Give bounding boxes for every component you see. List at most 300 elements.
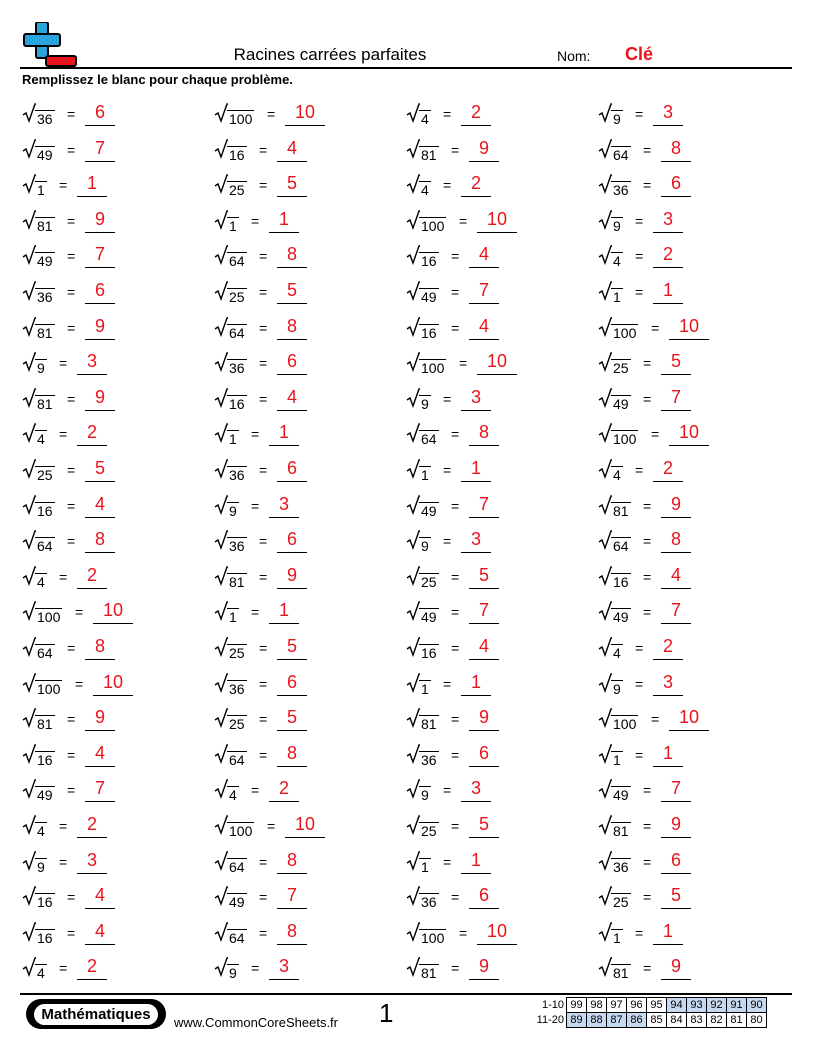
answer-blank [277, 944, 307, 945]
equals-sign: = [67, 142, 76, 158]
equals-sign: = [67, 711, 76, 727]
score-cell: 83 [687, 1013, 707, 1028]
equals-sign: = [635, 925, 644, 941]
score-cell: 93 [687, 998, 707, 1013]
answer-blank [469, 517, 499, 518]
answer-blank [277, 873, 307, 874]
answer-value: 1 [278, 600, 289, 620]
instructions: Remplissez le blanc pour chaque problème. [22, 72, 293, 87]
answer-blank [277, 730, 307, 731]
radical-sign-icon [22, 886, 36, 906]
answer-value: 8 [286, 850, 297, 870]
radicand: 9 [229, 965, 237, 981]
equals-sign: = [451, 711, 460, 727]
answer-blank [93, 623, 133, 624]
answer-blank [277, 908, 307, 909]
radical-sign-icon [598, 245, 612, 265]
radicand: 100 [37, 609, 61, 625]
answer-value: 2 [662, 244, 673, 264]
answer-value: 8 [94, 636, 105, 656]
answer-blank [653, 695, 683, 696]
radicand: 16 [37, 930, 53, 946]
radical-sign-icon [598, 495, 612, 515]
answer-blank [85, 125, 115, 126]
radical-sign-icon [406, 708, 420, 728]
equals-sign: = [59, 569, 68, 585]
answer-blank [653, 125, 683, 126]
radicand: 64 [613, 147, 629, 163]
equals-sign: = [451, 889, 460, 905]
answer-value: 3 [662, 672, 673, 692]
equals-sign: = [643, 142, 652, 158]
radical-sign-icon [214, 423, 228, 443]
score-cell: 95 [647, 998, 667, 1013]
radicand: 25 [421, 823, 437, 839]
radical-sign-icon [214, 530, 228, 550]
answer-blank [469, 659, 499, 660]
answer-value: 2 [662, 636, 673, 656]
radicand: 1 [421, 467, 429, 483]
score-cell: 94 [667, 998, 687, 1013]
answer-value: 3 [662, 102, 673, 122]
answer-value: 7 [478, 494, 489, 514]
answer-value: 3 [470, 387, 481, 407]
answer-value: 7 [670, 600, 681, 620]
answer-value: 8 [94, 529, 105, 549]
radical-sign-icon [406, 922, 420, 942]
equals-sign: = [259, 640, 268, 656]
equals-sign: = [259, 676, 268, 692]
radical-sign-icon [22, 566, 36, 586]
answer-blank [269, 445, 299, 446]
equals-sign: = [251, 960, 260, 976]
score-cell: 80 [747, 1013, 767, 1028]
answer-value: 9 [94, 387, 105, 407]
answer-value: 9 [670, 956, 681, 976]
equals-sign: = [67, 498, 76, 514]
equals-sign: = [67, 248, 76, 264]
radical-sign-icon [598, 673, 612, 693]
radical-sign-icon [406, 388, 420, 408]
answer-blank [285, 837, 325, 838]
answer-blank [269, 801, 299, 802]
answer-value: 6 [478, 743, 489, 763]
answer-blank [277, 196, 307, 197]
radical-sign-icon [406, 779, 420, 799]
radicand: 1 [421, 859, 429, 875]
answer-value: 4 [94, 743, 105, 763]
answer-blank [277, 410, 307, 411]
answer-value: 1 [662, 743, 673, 763]
radical-sign-icon [214, 673, 228, 693]
radicand: 36 [613, 859, 629, 875]
radicand: 4 [613, 467, 621, 483]
equals-sign: = [451, 320, 460, 336]
equals-sign: = [643, 569, 652, 585]
radical-sign-icon [22, 281, 36, 301]
answer-value: 9 [670, 494, 681, 514]
answer-value: 8 [286, 244, 297, 264]
answer-value: 1 [278, 209, 289, 229]
radical-sign-icon [214, 210, 228, 230]
answer-blank [469, 837, 499, 838]
equals-sign: = [459, 213, 468, 229]
answer-blank [469, 623, 499, 624]
radicand: 49 [613, 609, 629, 625]
radicand: 64 [37, 538, 53, 554]
equals-sign: = [651, 426, 660, 442]
equals-sign: = [451, 818, 460, 834]
radicand: 36 [229, 538, 245, 554]
answer-blank [277, 588, 307, 589]
radicand: 25 [37, 467, 53, 483]
equals-sign: = [267, 818, 276, 834]
answer-value: 4 [478, 636, 489, 656]
radicand: 9 [613, 218, 621, 234]
answer-blank [669, 339, 709, 340]
brand-label: Mathématiques [34, 1004, 157, 1025]
radicand: 100 [229, 823, 253, 839]
answer-blank [661, 552, 691, 553]
answer-value: 7 [94, 778, 105, 798]
equals-sign: = [259, 533, 268, 549]
radicand: 36 [229, 360, 245, 376]
answer-blank [461, 125, 491, 126]
answer-value: 5 [286, 707, 297, 727]
radical-sign-icon [598, 957, 612, 977]
answer-value: 6 [286, 458, 297, 478]
equals-sign: = [59, 426, 68, 442]
radicand: 100 [613, 431, 637, 447]
answer-blank [469, 445, 499, 446]
radicand: 1 [37, 182, 45, 198]
answer-blank [277, 766, 307, 767]
radical-sign-icon [406, 174, 420, 194]
answer-blank [85, 232, 115, 233]
answer-value: 5 [478, 565, 489, 585]
answer-blank [85, 552, 115, 553]
answer-blank [285, 125, 325, 126]
answer-value: 10 [486, 209, 508, 229]
answer-value: 4 [670, 565, 681, 585]
answer-blank [85, 766, 115, 767]
equals-sign: = [635, 462, 644, 478]
answer-value: 3 [86, 351, 97, 371]
answer-blank [653, 303, 683, 304]
radicand: 4 [421, 111, 429, 127]
equals-sign: = [259, 854, 268, 870]
answer-blank [653, 267, 683, 268]
answer-value: 9 [478, 956, 489, 976]
answer-value: 8 [286, 921, 297, 941]
equals-sign: = [67, 320, 76, 336]
answer-value: 1 [470, 458, 481, 478]
radical-sign-icon [214, 922, 228, 942]
radical-sign-icon [214, 779, 228, 799]
radicand: 49 [421, 609, 437, 625]
equals-sign: = [643, 533, 652, 549]
answer-value: 6 [478, 885, 489, 905]
radicand: 81 [613, 503, 629, 519]
answer-blank [477, 232, 517, 233]
radical-sign-icon [598, 317, 612, 337]
answer-blank [85, 659, 115, 660]
radicand: 100 [421, 930, 445, 946]
answer-value: 4 [286, 387, 297, 407]
score-row-label: 11-20 [536, 1014, 564, 1026]
answer-blank [669, 730, 709, 731]
equals-sign: = [459, 925, 468, 941]
answer-blank [85, 161, 115, 162]
equals-sign: = [67, 925, 76, 941]
radicand: 25 [421, 574, 437, 590]
radicand: 64 [229, 859, 245, 875]
radical-sign-icon [598, 886, 612, 906]
radical-sign-icon [598, 174, 612, 194]
answer-blank [469, 908, 499, 909]
equals-sign: = [443, 854, 452, 870]
radical-sign-icon [406, 495, 420, 515]
radical-sign-icon [598, 388, 612, 408]
answer-blank [277, 161, 307, 162]
radical-sign-icon [22, 601, 36, 621]
radical-sign-icon [598, 352, 612, 372]
answer-value: 7 [286, 885, 297, 905]
radical-sign-icon [22, 779, 36, 799]
answer-value: 9 [478, 138, 489, 158]
equals-sign: = [259, 391, 268, 407]
radical-sign-icon [598, 779, 612, 799]
equals-sign: = [643, 818, 652, 834]
answer-blank [269, 517, 299, 518]
radicand: 25 [229, 182, 245, 198]
radicand: 36 [421, 752, 437, 768]
equals-sign: = [651, 711, 660, 727]
radical-sign-icon [22, 922, 36, 942]
radical-sign-icon [214, 851, 228, 871]
radicand: 4 [37, 431, 45, 447]
radicand: 36 [613, 182, 629, 198]
equals-sign: = [251, 426, 260, 442]
radicand: 49 [37, 253, 53, 269]
equals-sign: = [259, 284, 268, 300]
equals-sign: = [59, 177, 68, 193]
equals-sign: = [443, 462, 452, 478]
radical-sign-icon [406, 317, 420, 337]
answer-value: 2 [86, 422, 97, 442]
radical-sign-icon [22, 530, 36, 550]
radical-sign-icon [214, 388, 228, 408]
radicand: 9 [229, 503, 237, 519]
radical-sign-icon [406, 139, 420, 159]
answer-blank [461, 481, 491, 482]
radicand: 49 [421, 503, 437, 519]
radicand: 36 [229, 467, 245, 483]
answer-blank [461, 695, 491, 696]
equals-sign: = [451, 640, 460, 656]
answer-blank [469, 339, 499, 340]
answer-value: 9 [478, 707, 489, 727]
score-row-label: 1-10 [541, 999, 564, 1011]
radical-sign-icon [406, 886, 420, 906]
radicand: 81 [421, 147, 437, 163]
answer-blank [653, 659, 683, 660]
answer-value: 7 [478, 280, 489, 300]
equals-sign: = [643, 960, 652, 976]
equals-sign: = [67, 533, 76, 549]
radicand: 64 [229, 325, 245, 341]
answer-blank [661, 196, 691, 197]
radical-sign-icon [406, 566, 420, 586]
radical-sign-icon [22, 637, 36, 657]
equals-sign: = [251, 782, 260, 798]
radical-sign-icon [406, 210, 420, 230]
answer-value: 5 [478, 814, 489, 834]
score-cell: 84 [667, 1013, 687, 1028]
radicand: 9 [37, 859, 45, 875]
equals-sign: = [259, 177, 268, 193]
radical-sign-icon [598, 530, 612, 550]
answer-blank [661, 873, 691, 874]
radicand: 16 [229, 396, 245, 412]
radicand: 49 [613, 396, 629, 412]
radical-sign-icon [22, 957, 36, 977]
answer-value: 6 [94, 280, 105, 300]
answer-blank [461, 801, 491, 802]
answer-value: 2 [470, 102, 481, 122]
equals-sign: = [451, 284, 460, 300]
answer-value: 8 [670, 138, 681, 158]
answer-value: 10 [486, 921, 508, 941]
radical-sign-icon [406, 851, 420, 871]
radicand: 36 [37, 111, 53, 127]
equals-sign: = [67, 391, 76, 407]
radical-sign-icon [214, 245, 228, 265]
answer-value: 3 [278, 494, 289, 514]
answer-value: 7 [94, 138, 105, 158]
score-cell: 82 [707, 1013, 727, 1028]
score-cell: 92 [707, 998, 727, 1013]
radicand: 49 [421, 289, 437, 305]
answer-blank [277, 339, 307, 340]
equals-sign: = [651, 320, 660, 336]
score-cell: 81 [727, 1013, 747, 1028]
equals-sign: = [459, 355, 468, 371]
radicand: 64 [421, 431, 437, 447]
answer-blank [85, 410, 115, 411]
equals-sign: = [635, 747, 644, 763]
answer-blank [85, 481, 115, 482]
answer-value: 5 [670, 885, 681, 905]
answer-blank [85, 944, 115, 945]
radicand: 100 [613, 325, 637, 341]
answer-blank [661, 801, 691, 802]
score-cell: 96 [627, 998, 647, 1013]
answer-value: 1 [662, 921, 673, 941]
answer-blank [85, 801, 115, 802]
answer-blank [477, 944, 517, 945]
radicand: 16 [37, 752, 53, 768]
score-table [532, 997, 767, 1028]
equals-sign: = [635, 248, 644, 264]
answer-blank [661, 837, 691, 838]
equals-sign: = [635, 213, 644, 229]
radicand: 81 [37, 325, 53, 341]
radical-sign-icon [214, 317, 228, 337]
answer-blank [477, 374, 517, 375]
radicand: 49 [613, 787, 629, 803]
answer-value: 8 [286, 743, 297, 763]
equals-sign: = [451, 426, 460, 442]
radicand: 36 [421, 894, 437, 910]
radical-sign-icon [22, 139, 36, 159]
answer-value: 8 [670, 529, 681, 549]
equals-sign: = [643, 391, 652, 407]
radical-sign-icon [214, 815, 228, 835]
equals-sign: = [643, 604, 652, 620]
answer-blank [469, 267, 499, 268]
answer-value: 7 [670, 387, 681, 407]
answer-blank [85, 303, 115, 304]
brand-badge [26, 999, 166, 1029]
radicand: 81 [613, 965, 629, 981]
radicand: 100 [229, 111, 253, 127]
radical-sign-icon [598, 103, 612, 123]
answer-value: 10 [678, 707, 700, 727]
radical-sign-icon [214, 103, 228, 123]
answer-blank [653, 232, 683, 233]
equals-sign: = [643, 854, 652, 870]
answer-value: 1 [662, 280, 673, 300]
radicand: 9 [613, 681, 621, 697]
answer-value: 6 [670, 850, 681, 870]
answer-blank [277, 695, 307, 696]
worksheet-title: Racines carrées parfaites [233, 45, 427, 64]
radicand: 9 [421, 538, 429, 554]
score-cell: 98 [587, 998, 607, 1013]
radical-sign-icon [214, 459, 228, 479]
answer-value: 4 [94, 494, 105, 514]
radical-sign-icon [214, 566, 228, 586]
equals-sign: = [635, 284, 644, 300]
equals-sign: = [635, 106, 644, 122]
radical-sign-icon [22, 423, 36, 443]
answer-value: 5 [286, 173, 297, 193]
radical-sign-icon [214, 495, 228, 515]
answer-value: 5 [94, 458, 105, 478]
answer-blank [269, 623, 299, 624]
answer-blank [469, 730, 499, 731]
answer-blank [277, 303, 307, 304]
radical-sign-icon [598, 637, 612, 657]
radicand: 25 [613, 360, 629, 376]
answer-blank [653, 944, 683, 945]
equals-sign: = [67, 213, 76, 229]
answer-blank [85, 517, 115, 518]
answer-blank [661, 161, 691, 162]
answer-blank [661, 908, 691, 909]
radicand: 1 [613, 289, 621, 305]
radicand: 4 [37, 574, 45, 590]
radical-sign-icon [214, 886, 228, 906]
radical-sign-icon [22, 388, 36, 408]
radicand: 1 [613, 752, 621, 768]
radical-sign-icon [22, 352, 36, 372]
equals-sign: = [251, 498, 260, 514]
radicand: 25 [229, 289, 245, 305]
answer-blank [77, 588, 107, 589]
radical-sign-icon [406, 281, 420, 301]
